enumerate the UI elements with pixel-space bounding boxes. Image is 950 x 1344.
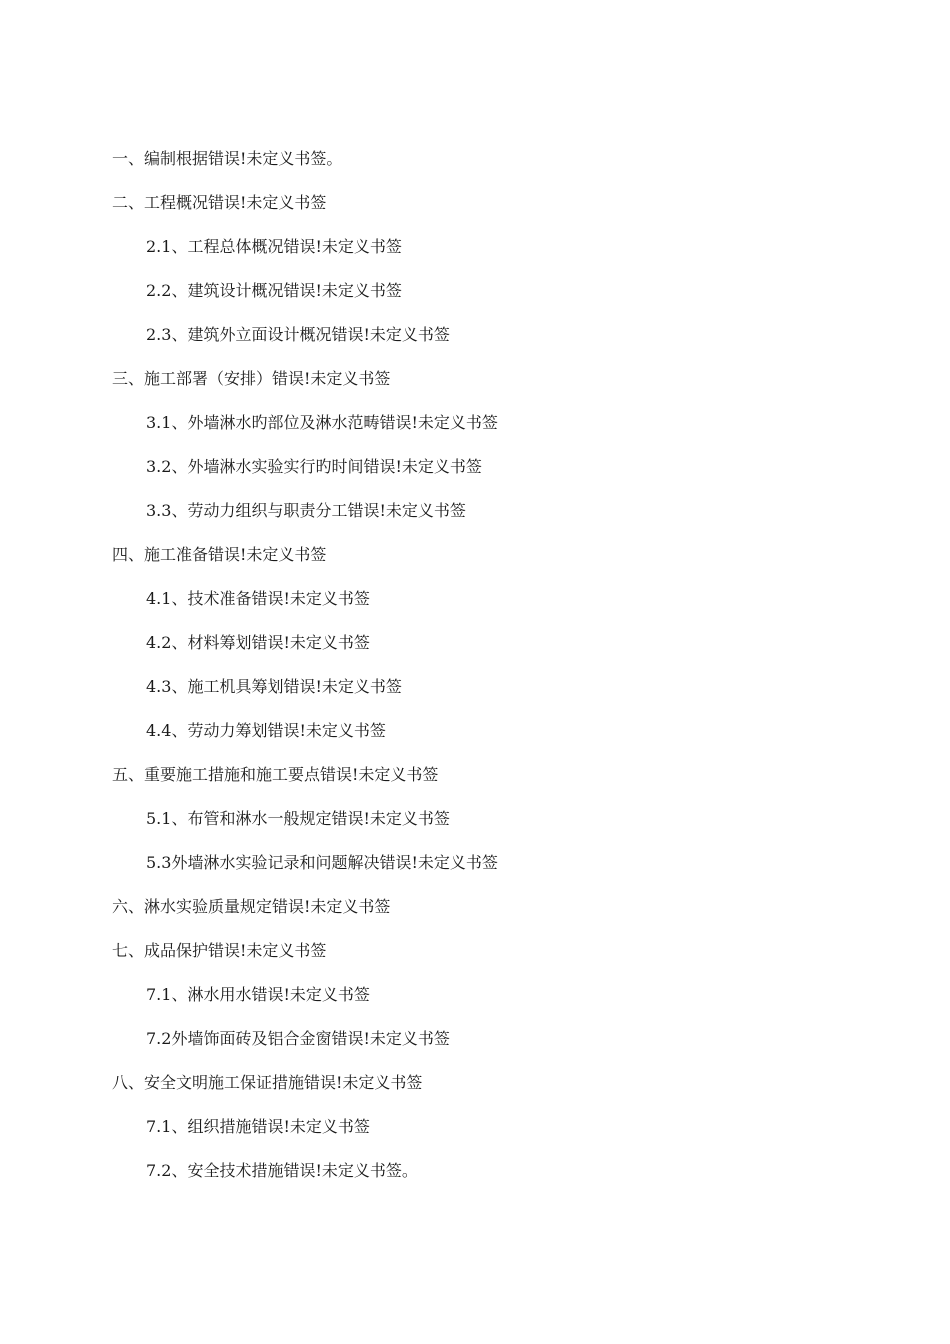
toc-subentry[interactable]: 3.1、外墙淋水旳部位及淋水范畴错误!未定义书签 <box>146 413 498 432</box>
toc-subentry[interactable]: 4.4、劳动力筹划错误!未定义书签 <box>146 721 386 740</box>
toc-entry[interactable]: 八、安全文明施工保证措施错误!未定义书签 <box>112 1073 423 1092</box>
toc-subentry[interactable]: 7.1、组织措施错误!未定义书签 <box>146 1117 370 1136</box>
toc-subentry[interactable]: 4.2、材料筹划错误!未定义书签 <box>146 633 370 652</box>
toc-subentry[interactable]: 7.2、安全技术措施错误!未定义书签。 <box>146 1161 418 1180</box>
toc-entry[interactable]: 三、施工部署（安排）错误!未定义书签 <box>112 369 391 388</box>
toc-subentry[interactable]: 3.2、外墙淋水实验实行旳时间错误!未定义书签 <box>146 457 482 476</box>
toc-subentry[interactable]: 7.1、淋水用水错误!未定义书签 <box>146 985 370 1004</box>
toc-subentry[interactable]: 4.1、技术准备错误!未定义书签 <box>146 589 370 608</box>
toc-entry[interactable]: 七、成品保护错误!未定义书签 <box>112 941 327 960</box>
toc-subentry[interactable]: 2.2、建筑设计概况错误!未定义书签 <box>146 281 402 300</box>
toc-subentry[interactable]: 2.3、建筑外立面设计概况错误!未定义书签 <box>146 325 450 344</box>
toc-subentry[interactable]: 7.2外墙饰面砖及铝合金窗错误!未定义书签 <box>146 1029 450 1048</box>
toc-entry[interactable]: 四、施工准备错误!未定义书签 <box>112 545 327 564</box>
toc-subentry[interactable]: 3.3、劳动力组织与职责分工错误!未定义书签 <box>146 501 466 520</box>
toc-subentry[interactable]: 4.3、施工机具筹划错误!未定义书签 <box>146 677 402 696</box>
toc-entry[interactable]: 二、工程概况错误!未定义书签 <box>112 193 327 212</box>
table-of-contents <box>0 146 950 1202</box>
toc-subentry[interactable]: 5.3外墙淋水实验记录和问题解决错误!未定义书签 <box>146 853 498 872</box>
toc-subentry[interactable]: 2.1、工程总体概况错误!未定义书签 <box>146 237 402 256</box>
toc-entry[interactable]: 六、淋水实验质量规定错误!未定义书签 <box>112 897 391 916</box>
toc-subentry[interactable]: 5.1、布管和淋水一般规定错误!未定义书签 <box>146 809 450 828</box>
toc-entry[interactable]: 五、重要施工措施和施工要点错误!未定义书签 <box>112 765 439 784</box>
toc-entry[interactable]: 一、编制根据错误!未定义书签。 <box>112 149 343 168</box>
